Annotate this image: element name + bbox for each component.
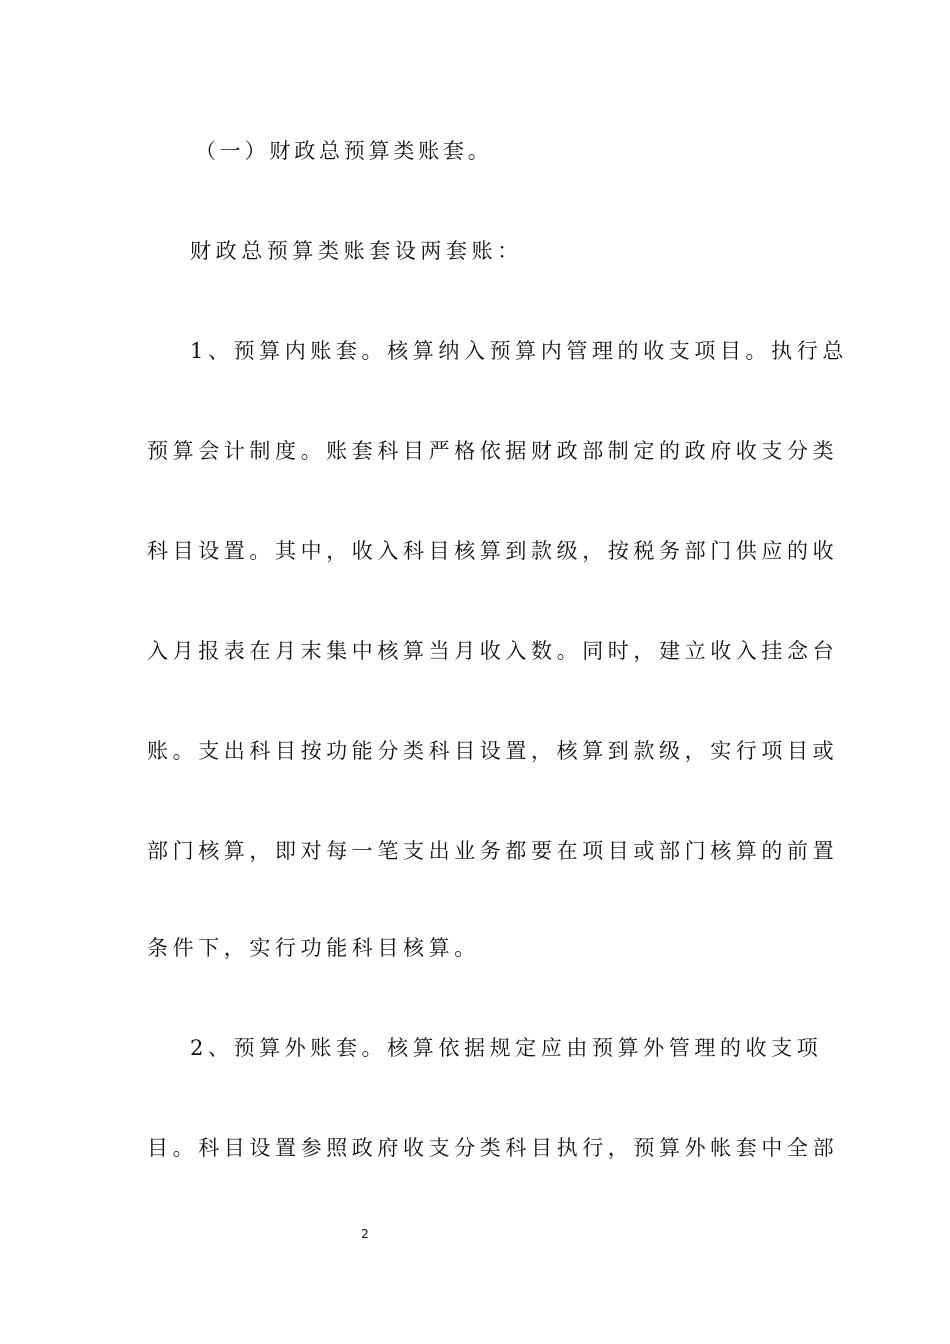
section-heading: （一）财政总预算类账套。 — [195, 139, 493, 163]
page-number: 2 — [361, 1227, 369, 1241]
paragraph-1-line-2: 预算会计制度。账套科目严格依据财政部制定的政府收支分类 — [147, 439, 839, 463]
paragraph-1-line-6: 部门核算，即对每一笔支出业务都要在项目或部门核算的前置 — [147, 839, 839, 863]
paragraph-1-line-1: 1、预算内账套。核算纳入预算内管理的收支项目。执行总 — [190, 339, 848, 363]
paragraph-1-line-4: 入月报表在月末集中核算当月收入数。同时，建立收入挂念台 — [147, 639, 839, 663]
paragraph-2-line-2: 目。科目设置参照政府收支分类科目执行，预算外帐套中全部 — [147, 1136, 839, 1160]
paragraph-1-line-7: 条件下，实行功能科目核算。 — [147, 936, 480, 960]
paragraph-intro: 财政总预算类账套设两套账： — [190, 239, 523, 263]
paragraph-1-line-5: 账。支出科目按功能分类科目设置，核算到款级，实行项目或 — [147, 739, 839, 763]
paragraph-2-line-1: 2、预算外账套。核算依据规定应由预算外管理的收支项 — [190, 1036, 823, 1060]
paragraph-1-line-3: 科目设置。其中，收入科目核算到款级，按税务部门供应的收 — [147, 539, 839, 563]
